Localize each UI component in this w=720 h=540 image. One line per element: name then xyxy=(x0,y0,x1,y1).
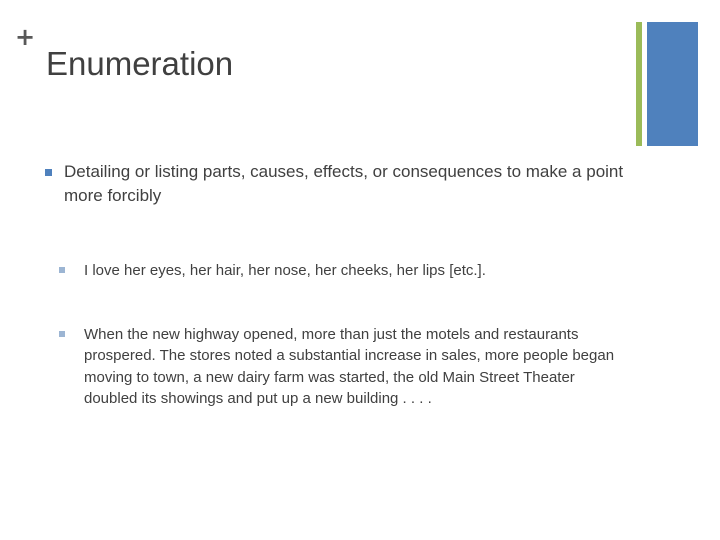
square-bullet-icon xyxy=(45,169,52,176)
square-bullet-icon xyxy=(59,331,65,337)
square-bullet-icon xyxy=(59,267,65,273)
sub-bullet-item xyxy=(59,324,625,410)
slide-title: Enumeration xyxy=(46,45,234,82)
plus-icon: + xyxy=(14,23,36,51)
slide-content xyxy=(45,160,625,410)
accent-bar-green xyxy=(636,22,642,146)
bullet-item xyxy=(45,160,625,208)
accent-bar-blue xyxy=(647,22,698,146)
sub-bullet-text: I love her eyes, her hair, her nose, her cheeks, her lips [etc.]. xyxy=(84,262,486,279)
sub-bullet-text: When the new highway opened, more than just the motels and restaurants prospered. The stores noted a substantial increase in sales, more people began moving to town, a new dairy farm was started, the old Main Street Theater doubled its showings and put up a new building . . . . xyxy=(84,325,615,407)
bullet-text: Detailing or listing parts, causes, effects, or consequences to make a point more forcibly xyxy=(64,162,624,205)
sub-bullet-item xyxy=(59,260,625,282)
